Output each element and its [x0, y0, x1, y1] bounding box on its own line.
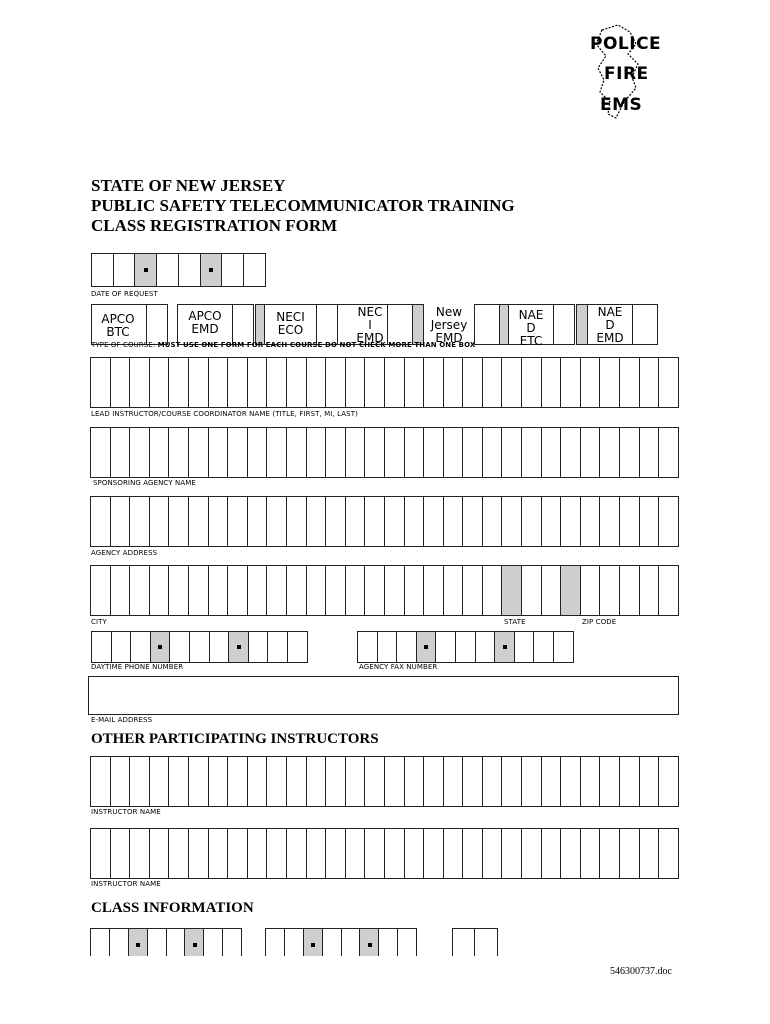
agency-fax-boxes[interactable] — [357, 631, 574, 663]
separator-box — [560, 565, 581, 616]
character-box[interactable] — [266, 828, 287, 879]
character-box[interactable] — [265, 928, 285, 956]
logo-police-text: POLICE — [590, 34, 662, 54]
character-box[interactable] — [91, 631, 112, 663]
character-box[interactable] — [286, 496, 307, 547]
separator-box — [150, 631, 171, 663]
character-box[interactable] — [110, 756, 131, 807]
character-box[interactable] — [208, 496, 229, 547]
course-check-naed-etc[interactable] — [553, 304, 575, 345]
class-info-boxes[interactable] — [90, 928, 690, 956]
character-box[interactable] — [129, 496, 150, 547]
character-box[interactable] — [658, 496, 679, 547]
date-of-request-boxes[interactable] — [91, 253, 266, 287]
character-box[interactable] — [443, 756, 464, 807]
date-box[interactable] — [113, 253, 136, 287]
character-box[interactable] — [384, 565, 405, 616]
character-box[interactable] — [284, 928, 304, 956]
character-box[interactable] — [208, 357, 229, 408]
character-box[interactable] — [209, 631, 230, 663]
separator-box — [303, 928, 323, 956]
character-box[interactable] — [90, 496, 111, 547]
character-box[interactable] — [580, 756, 601, 807]
character-box[interactable] — [266, 427, 287, 478]
character-box[interactable] — [521, 427, 542, 478]
course-label-apco-btc: APCO BTC — [101, 312, 135, 339]
sponsoring-agency-boxes[interactable] — [90, 427, 679, 478]
city-state-zip-boxes[interactable] — [90, 565, 679, 616]
character-box[interactable] — [364, 756, 385, 807]
character-box[interactable] — [462, 496, 483, 547]
character-box[interactable] — [266, 756, 287, 807]
character-box[interactable] — [168, 357, 189, 408]
character-box[interactable] — [149, 828, 170, 879]
separator-box — [184, 928, 204, 956]
character-box[interactable] — [580, 357, 601, 408]
date-box[interactable] — [91, 253, 114, 287]
lead-instructor-boxes[interactable] — [90, 357, 679, 408]
separator-dot — [368, 943, 372, 947]
character-box[interactable] — [580, 828, 601, 879]
type-of-course-note: MUST USE ONE FORM FOR EACH COURSE DO NOT CHECK MORE THAN ONE BOX — [157, 341, 476, 349]
date-of-request-label: DATE OF REQUEST — [91, 290, 158, 298]
character-box[interactable] — [501, 756, 522, 807]
character-box[interactable] — [227, 427, 248, 478]
character-box[interactable] — [286, 828, 307, 879]
logo-ems-text: EMS — [600, 95, 643, 115]
instructor-name-boxes-2[interactable] — [90, 828, 679, 879]
character-box[interactable] — [110, 427, 131, 478]
character-box[interactable] — [149, 756, 170, 807]
character-box[interactable] — [541, 496, 562, 547]
separator-box — [128, 928, 148, 956]
separator-dot — [311, 943, 315, 947]
state-label: STATE — [504, 618, 526, 626]
course-options — [91, 304, 661, 346]
character-box[interactable] — [599, 828, 620, 879]
character-box[interactable] — [306, 357, 327, 408]
course-label-neci-emd: NEC I EMD — [356, 305, 384, 345]
character-box[interactable] — [482, 828, 503, 879]
date-box[interactable] — [221, 253, 244, 287]
character-box[interactable] — [423, 427, 444, 478]
email-label: E-MAIL ADDRESS — [91, 716, 153, 724]
character-box[interactable] — [599, 565, 620, 616]
character-box[interactable] — [247, 357, 268, 408]
class-days-boxes[interactable] — [452, 928, 498, 956]
character-box[interactable] — [423, 565, 444, 616]
character-box[interactable] — [533, 631, 554, 663]
character-box[interactable] — [639, 496, 660, 547]
character-box[interactable] — [377, 631, 398, 663]
course-check-apco-emd[interactable] — [232, 304, 254, 345]
character-box[interactable] — [553, 631, 574, 663]
character-box[interactable] — [247, 756, 268, 807]
character-box[interactable] — [599, 756, 620, 807]
character-box[interactable] — [325, 756, 346, 807]
character-box[interactable] — [521, 357, 542, 408]
nj-logo — [588, 22, 668, 122]
character-box[interactable] — [188, 427, 209, 478]
character-box[interactable] — [462, 357, 483, 408]
character-box[interactable] — [443, 565, 464, 616]
character-box[interactable] — [580, 427, 601, 478]
character-box[interactable] — [110, 357, 131, 408]
sponsoring-agency-label: SPONSORING AGENCY NAME — [93, 479, 196, 487]
character-box[interactable] — [208, 828, 229, 879]
character-box[interactable] — [462, 565, 483, 616]
character-box[interactable] — [364, 427, 385, 478]
city-label: CITY — [91, 618, 107, 626]
character-box[interactable] — [404, 756, 425, 807]
character-box[interactable] — [378, 928, 398, 956]
character-box[interactable] — [384, 828, 405, 879]
character-box[interactable] — [560, 828, 581, 879]
character-box[interactable] — [443, 357, 464, 408]
character-box[interactable] — [345, 427, 366, 478]
character-box[interactable] — [423, 357, 444, 408]
character-box[interactable] — [189, 631, 210, 663]
daytime-phone-label: DAYTIME PHONE NUMBER — [91, 663, 184, 671]
character-box[interactable] — [560, 496, 581, 547]
character-box[interactable] — [541, 357, 562, 408]
character-box[interactable] — [227, 828, 248, 879]
character-box[interactable] — [443, 828, 464, 879]
character-box[interactable] — [227, 357, 248, 408]
character-box[interactable] — [286, 357, 307, 408]
separator-dot — [193, 943, 197, 947]
character-box[interactable] — [384, 496, 405, 547]
character-box[interactable] — [384, 427, 405, 478]
character-box[interactable] — [435, 631, 456, 663]
character-box[interactable] — [208, 427, 229, 478]
header-state: STATE OF NEW JERSEY — [91, 176, 286, 195]
character-box[interactable] — [168, 756, 189, 807]
character-box[interactable] — [110, 565, 131, 616]
separator-box — [416, 631, 437, 663]
document-filename: 546300737.doc — [610, 966, 672, 977]
daytime-phone-boxes[interactable] — [91, 631, 308, 663]
character-box[interactable] — [501, 496, 522, 547]
character-box[interactable] — [396, 631, 417, 663]
character-box[interactable] — [286, 565, 307, 616]
separator-box — [494, 631, 515, 663]
character-box[interactable] — [599, 357, 620, 408]
character-box[interactable] — [658, 357, 679, 408]
character-box[interactable] — [286, 756, 307, 807]
course-check-apco-btc[interactable] — [146, 304, 168, 345]
character-box[interactable] — [404, 427, 425, 478]
character-box[interactable] — [541, 565, 562, 616]
lead-instructor-label: LEAD INSTRUCTOR/COURSE COORDINATOR NAME (TITLE, FIRST, MI, LAST) — [91, 410, 358, 418]
character-box[interactable] — [364, 496, 385, 547]
character-box[interactable] — [599, 496, 620, 547]
character-box[interactable] — [580, 496, 601, 547]
separator-dot — [158, 645, 162, 649]
character-box[interactable] — [111, 631, 132, 663]
character-box[interactable] — [149, 496, 170, 547]
type-of-course-title: TYPE OF COURSE: — [91, 341, 156, 349]
instructor-name-label-2: INSTRUCTOR NAME — [91, 880, 161, 888]
character-box[interactable] — [619, 828, 640, 879]
character-box[interactable] — [306, 427, 327, 478]
separator-dot — [424, 645, 428, 649]
character-box[interactable] — [364, 357, 385, 408]
header-program: PUBLIC SAFETY TELECOMMUNICATOR TRAINING — [91, 196, 515, 215]
course-label-naed-etc: NAE D ETC — [518, 308, 544, 348]
course-check-neci-emd[interactable] — [387, 304, 413, 345]
character-box[interactable] — [364, 565, 385, 616]
character-box[interactable] — [619, 565, 640, 616]
character-box[interactable] — [345, 357, 366, 408]
character-box[interactable] — [287, 631, 308, 663]
character-box[interactable] — [404, 496, 425, 547]
other-instructors-heading: OTHER PARTICIPATING INSTRUCTORS — [91, 731, 379, 747]
character-box[interactable] — [90, 756, 111, 807]
character-box[interactable] — [404, 565, 425, 616]
class-date-end-boxes[interactable] — [265, 928, 417, 956]
agency-address-boxes[interactable] — [90, 496, 679, 547]
character-box[interactable] — [203, 928, 223, 956]
character-box[interactable] — [658, 565, 679, 616]
character-box[interactable] — [306, 565, 327, 616]
agency-fax-label: AGENCY FAX NUMBER — [359, 663, 438, 671]
character-box[interactable] — [404, 828, 425, 879]
character-box[interactable] — [619, 427, 640, 478]
logo-fire-text: FIRE — [604, 64, 649, 84]
character-box[interactable] — [208, 756, 229, 807]
course-label-nj-emd: New Jersey EMD — [430, 305, 468, 345]
character-box[interactable] — [109, 928, 129, 956]
character-box[interactable] — [129, 756, 150, 807]
character-box[interactable] — [147, 928, 167, 956]
character-box[interactable] — [110, 828, 131, 879]
separator-dot — [237, 645, 241, 649]
separator-dot — [136, 943, 140, 947]
course-label-neci-eco: NECI ECO — [276, 310, 305, 337]
character-box[interactable] — [266, 565, 287, 616]
character-box[interactable] — [166, 928, 186, 956]
character-box[interactable] — [266, 357, 287, 408]
character-box[interactable] — [90, 928, 110, 956]
character-box[interactable] — [639, 427, 660, 478]
character-box[interactable] — [345, 756, 366, 807]
header-form-title: CLASS REGISTRATION FORM — [91, 216, 338, 235]
character-box[interactable] — [501, 427, 522, 478]
character-box[interactable] — [364, 828, 385, 879]
character-box[interactable] — [227, 756, 248, 807]
character-box[interactable] — [384, 357, 405, 408]
character-box[interactable] — [345, 565, 366, 616]
course-check-naed-emd[interactable] — [632, 304, 658, 345]
character-box[interactable] — [521, 565, 542, 616]
character-box[interactable] — [423, 756, 444, 807]
date-box[interactable] — [243, 253, 266, 287]
date-separator — [134, 253, 157, 287]
character-box[interactable] — [482, 357, 503, 408]
zip-code-label: ZIP CODE — [582, 618, 617, 626]
agency-address-label: AGENCY ADDRESS — [91, 549, 158, 557]
email-field[interactable] — [88, 676, 679, 715]
instructor-name-label-1: INSTRUCTOR NAME — [91, 808, 161, 816]
character-box[interactable] — [227, 496, 248, 547]
character-box[interactable] — [462, 828, 483, 879]
character-box[interactable] — [266, 496, 287, 547]
character-box[interactable] — [90, 828, 111, 879]
character-box[interactable] — [619, 496, 640, 547]
character-box[interactable] — [286, 427, 307, 478]
character-box[interactable] — [580, 565, 601, 616]
character-box[interactable] — [397, 928, 417, 956]
character-box[interactable] — [475, 631, 496, 663]
character-box[interactable] — [168, 496, 189, 547]
character-box[interactable] — [129, 427, 150, 478]
character-box[interactable] — [129, 357, 150, 408]
character-box[interactable] — [423, 828, 444, 879]
character-box[interactable] — [345, 496, 366, 547]
character-box[interactable] — [462, 756, 483, 807]
character-box[interactable] — [462, 427, 483, 478]
character-box[interactable] — [222, 928, 242, 956]
class-information-heading: CLASS INFORMATION — [91, 900, 254, 916]
class-date-start-boxes[interactable] — [90, 928, 242, 956]
character-box[interactable] — [247, 427, 268, 478]
character-box[interactable] — [168, 565, 189, 616]
character-box[interactable] — [619, 357, 640, 408]
character-box[interactable] — [541, 427, 562, 478]
character-box[interactable] — [306, 496, 327, 547]
date-box[interactable] — [178, 253, 201, 287]
character-box[interactable] — [345, 828, 366, 879]
character-box[interactable] — [560, 427, 581, 478]
character-box[interactable] — [639, 565, 660, 616]
character-box[interactable] — [639, 357, 660, 408]
character-box[interactable] — [188, 756, 209, 807]
course-label-naed-emd: NAE D EMD — [596, 305, 624, 345]
character-box[interactable] — [227, 565, 248, 616]
date-separator — [200, 253, 223, 287]
character-box[interactable] — [514, 631, 535, 663]
character-box[interactable] — [599, 427, 620, 478]
character-box[interactable] — [443, 496, 464, 547]
character-box[interactable] — [90, 427, 111, 478]
character-box[interactable] — [541, 756, 562, 807]
separator-box — [359, 928, 379, 956]
character-box[interactable] — [149, 427, 170, 478]
character-box[interactable] — [658, 427, 679, 478]
separator-box — [228, 631, 249, 663]
character-box[interactable] — [129, 828, 150, 879]
character-box[interactable] — [208, 565, 229, 616]
character-box[interactable] — [541, 828, 562, 879]
character-box[interactable] — [247, 828, 268, 879]
character-box[interactable] — [306, 756, 327, 807]
character-box[interactable] — [188, 828, 209, 879]
character-box[interactable] — [188, 357, 209, 408]
character-box[interactable] — [169, 631, 190, 663]
character-box[interactable] — [474, 928, 498, 956]
character-box[interactable] — [188, 565, 209, 616]
course-check-nj-emd[interactable] — [474, 304, 500, 345]
character-box[interactable] — [129, 565, 150, 616]
character-box[interactable] — [482, 565, 503, 616]
character-box[interactable] — [560, 357, 581, 408]
character-box[interactable] — [658, 756, 679, 807]
character-box[interactable] — [325, 357, 346, 408]
character-box[interactable] — [149, 357, 170, 408]
character-box[interactable] — [482, 496, 503, 547]
course-label-apco-emd: APCO EMD — [188, 309, 222, 336]
character-box[interactable] — [325, 565, 346, 616]
character-box[interactable] — [325, 427, 346, 478]
character-box[interactable] — [482, 756, 503, 807]
character-box[interactable] — [639, 828, 660, 879]
character-box[interactable] — [501, 357, 522, 408]
character-box[interactable] — [560, 756, 581, 807]
character-box[interactable] — [423, 496, 444, 547]
instructor-name-boxes-1[interactable] — [90, 756, 679, 807]
character-box[interactable] — [168, 427, 189, 478]
character-box[interactable] — [404, 357, 425, 408]
character-box[interactable] — [325, 828, 346, 879]
character-box[interactable] — [130, 631, 151, 663]
character-box[interactable] — [658, 828, 679, 879]
character-box[interactable] — [455, 631, 476, 663]
character-box[interactable] — [341, 928, 361, 956]
character-box[interactable] — [248, 631, 269, 663]
character-box[interactable] — [247, 565, 268, 616]
character-box[interactable] — [443, 427, 464, 478]
character-box[interactable] — [267, 631, 288, 663]
character-box[interactable] — [501, 828, 522, 879]
character-box[interactable] — [521, 496, 542, 547]
character-box[interactable] — [639, 756, 660, 807]
character-box[interactable] — [247, 496, 268, 547]
separator-box — [501, 565, 522, 616]
character-box[interactable] — [357, 631, 378, 663]
character-box[interactable] — [110, 496, 131, 547]
character-box[interactable] — [90, 357, 111, 408]
character-box[interactable] — [482, 427, 503, 478]
type-of-course-label — [91, 341, 475, 349]
character-box[interactable] — [168, 828, 189, 879]
character-box[interactable] — [384, 756, 405, 807]
course-check-neci-eco[interactable] — [316, 304, 338, 345]
character-box[interactable] — [188, 496, 209, 547]
date-box[interactable] — [156, 253, 179, 287]
character-box[interactable] — [90, 565, 111, 616]
character-box[interactable] — [521, 756, 542, 807]
character-box[interactable] — [452, 928, 476, 956]
character-box[interactable] — [521, 828, 542, 879]
character-box[interactable] — [619, 756, 640, 807]
separator-dot — [503, 645, 507, 649]
character-box[interactable] — [149, 565, 170, 616]
character-box[interactable] — [322, 928, 342, 956]
character-box[interactable] — [306, 828, 327, 879]
character-box[interactable] — [325, 496, 346, 547]
